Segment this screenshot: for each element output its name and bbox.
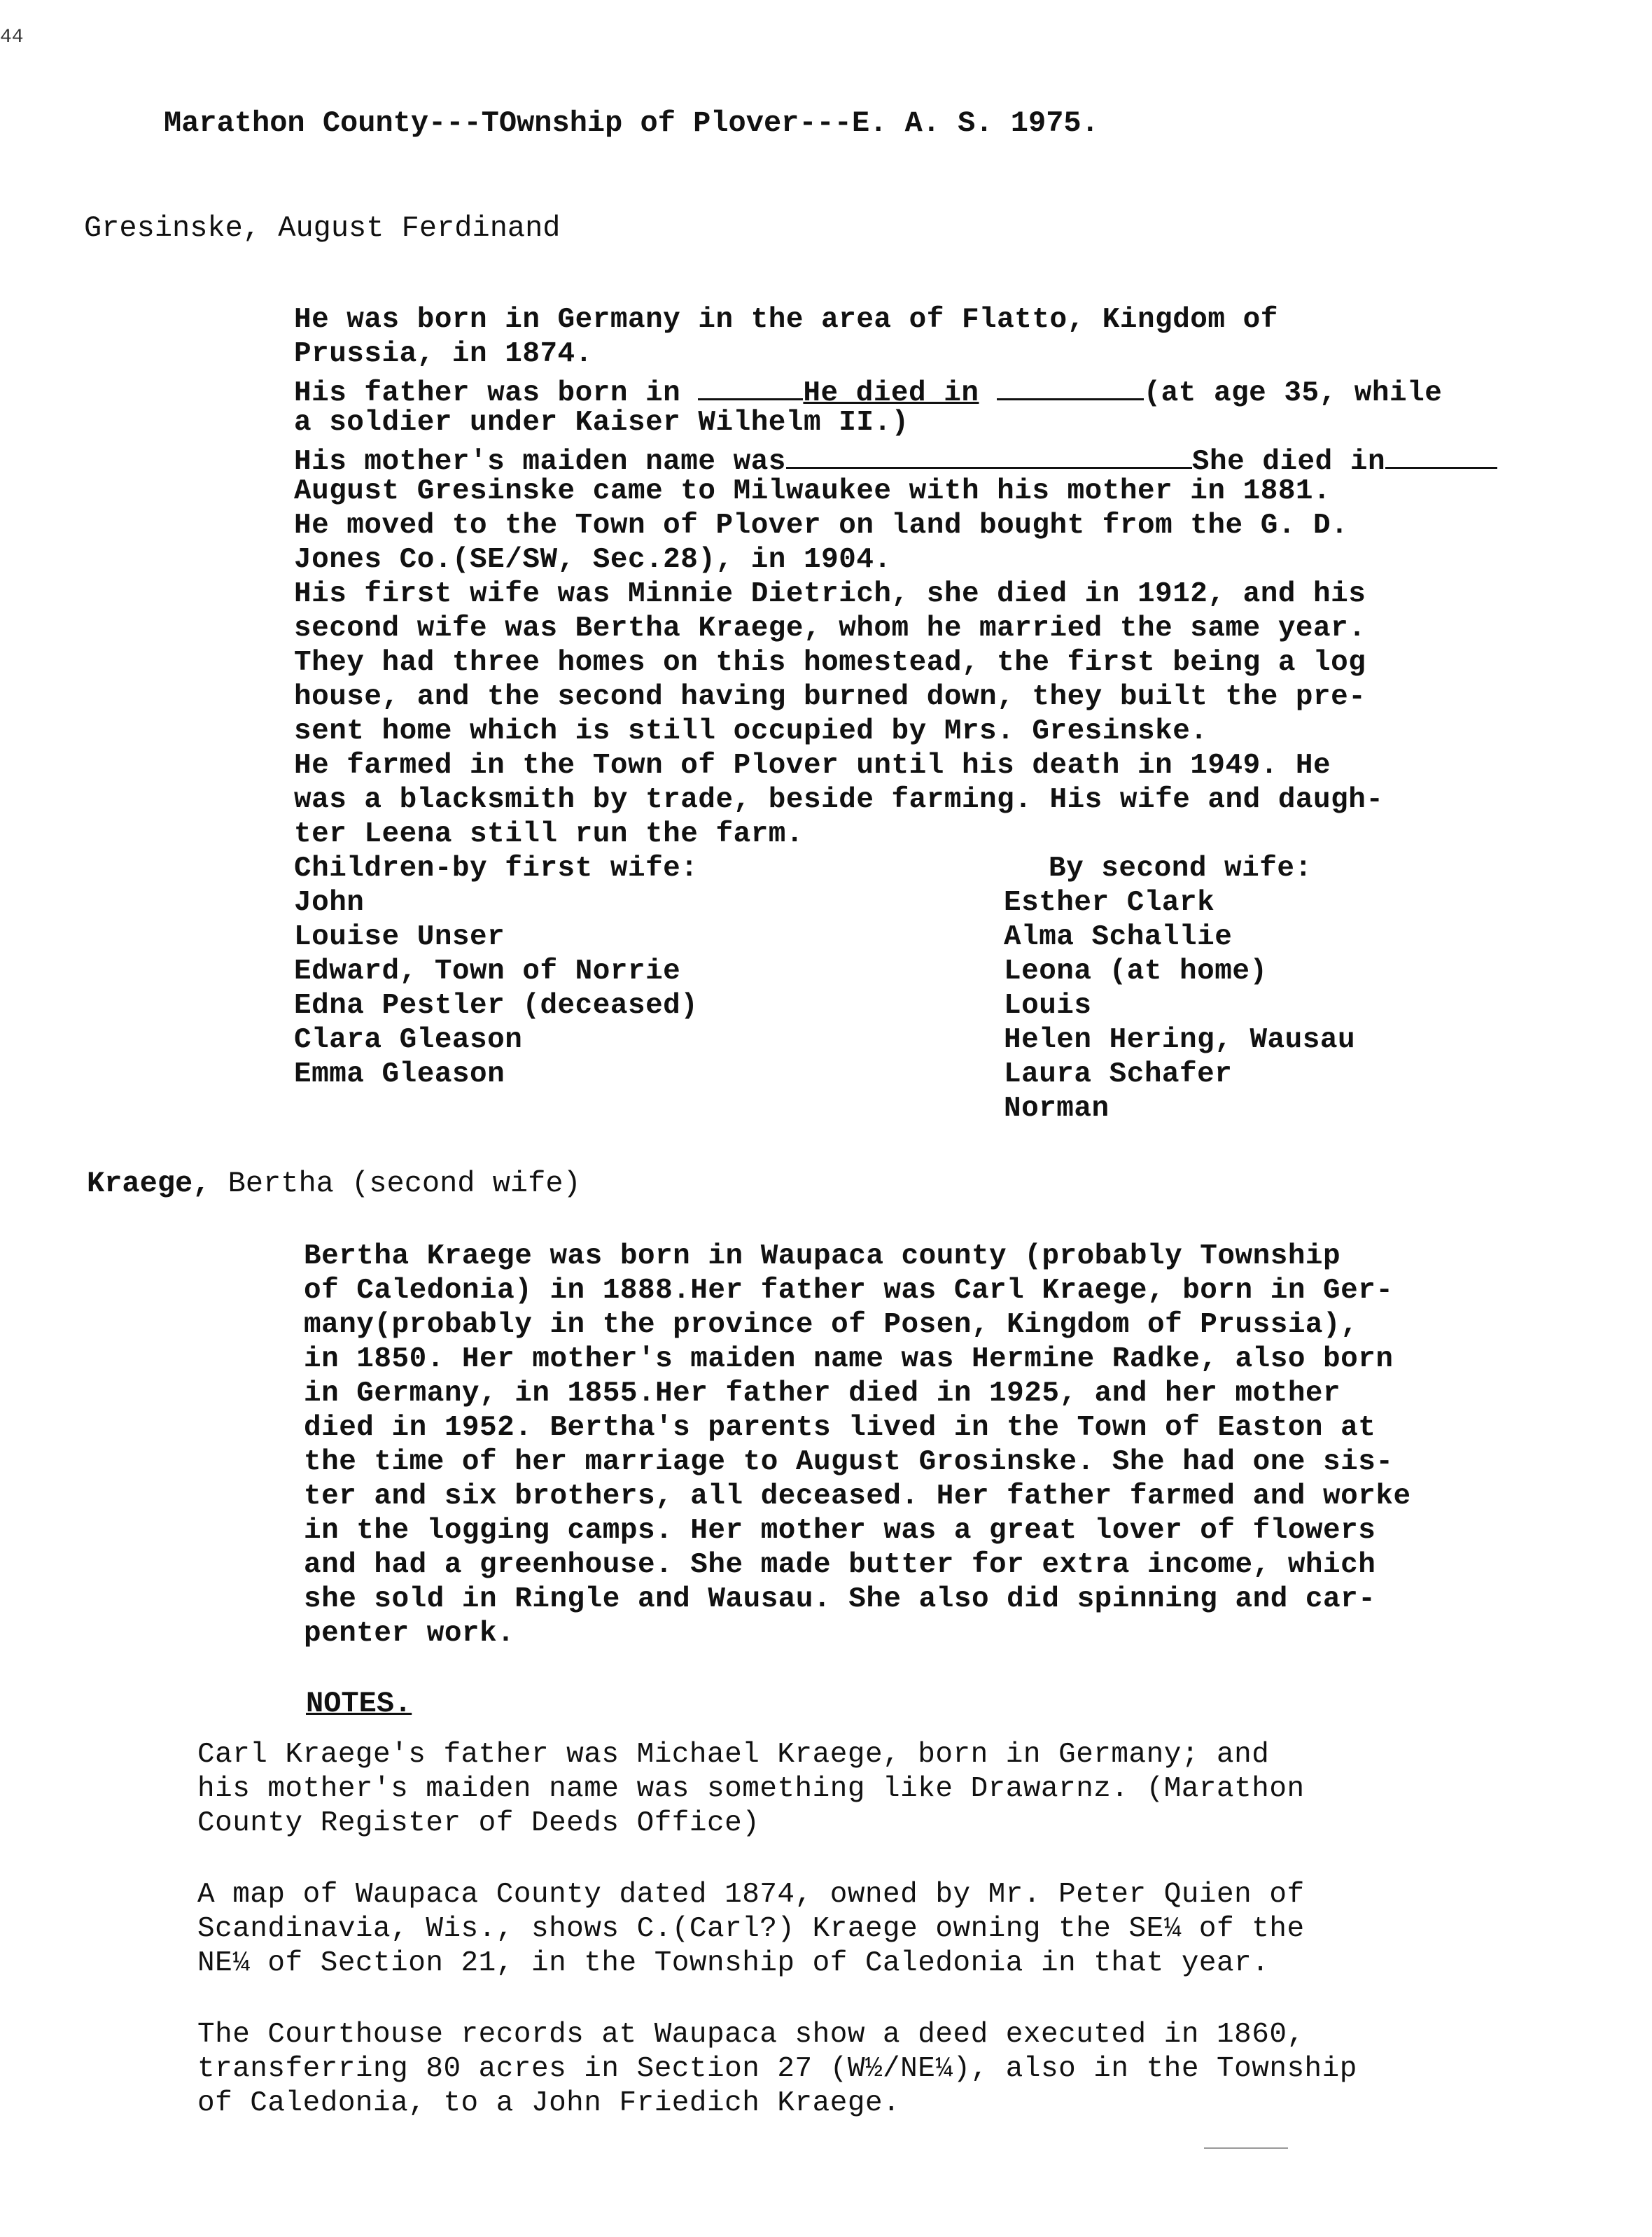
note-line: transferring 80 acres in Section 27 (W½/NE¼), also in the Township [197,2053,1357,2085]
note-line: NE¼ of Section 21, in the Township of Caledonia in that year. [197,1947,1270,1979]
kraege-body-line: in the logging camps. Her mother was a great lover of flowers [304,1515,1376,1547]
kraege-given: Bertha (second wife) [227,1167,581,1200]
kraege-body-line: of Caledonia) in 1888.Her father was Carl Kraege, born in Ger- [304,1275,1394,1307]
child-second-wife: Laura Schafer [1004,1058,1233,1091]
gresinske-line: Prussia, in 1874. [294,338,593,370]
child-first-wife: Edward, Town of Norrie [294,955,681,988]
father-died-label: He died in [803,377,979,409]
kraege-surname: Kraege, [87,1167,211,1200]
child-second-wife: Louis [1004,990,1092,1022]
note-line: of Caledonia, to a John Friedich Kraege. [197,2087,901,2119]
mother-died-label: She died in [1191,446,1386,478]
gresinske-body-line: He moved to the Town of Plover on land bought from the G. D. [294,510,1349,542]
gresinske-body-line: They had three homes on this homestead, the first being a log [294,647,1366,679]
kraege-body-line: many(probably in the province of Posen, Kingdom of Prussia), [304,1309,1359,1341]
child-first-wife: Emma Gleason [294,1058,505,1091]
children-second-heading: By second wife: [1049,853,1312,885]
kraege-body-line: she sold in Ringle and Wausau. She also did spinning and car- [304,1583,1376,1615]
kraege-body-line: Bertha Kraege was born in Waupaca county (probably Township [304,1240,1341,1272]
child-first-wife: Edna Pestler (deceased) [294,990,699,1022]
gresinske-body-line: sent home which is still occupied by Mrs. Gresinske. [294,715,1208,748]
gresinske-body-line: He farmed in the Town of Plover until his death in 1949. He [294,750,1331,782]
child-first-wife: Louise Unser [294,921,505,953]
kraege-body-line: in 1850. Her mother's maiden name was Hermine Radke, also born [304,1343,1394,1375]
father-deathplace-blank [997,372,1144,400]
kraege-body-line: in Germany, in 1855.Her father died in 1925, and her mother [304,1377,1341,1410]
mother-maiden-label: His mother's maiden name was [294,446,786,478]
gresinske-body-line: second wife was Bertha Kraege, whom he married the same year. [294,612,1366,645]
gresinske-body-line: house, and the second having burned down, they built the pre- [294,681,1366,713]
kraege-body-line: the time of her marriage to August Grosinske. She had one sis- [304,1446,1394,1478]
note-line: County Register of Deeds Office) [197,1807,760,1839]
kraege-body-line: ter and six brothers, all deceased. Her father farmed and worke [304,1480,1411,1513]
kraege-body-line: penter work. [304,1618,515,1650]
notes-title: NOTES. [306,1687,412,1720]
child-second-wife: Norman [1004,1093,1110,1125]
child-first-wife: John [294,887,365,919]
mother-death-blank [1385,440,1497,469]
note-line: his mother's maiden name was something like Drawarnz. (Marathon [197,1773,1305,1805]
child-second-wife: Esther Clark [1004,887,1215,919]
father-born-label: His father was born in [294,377,681,409]
page-mark: 44 [0,27,24,48]
note-line: Carl Kraege's father was Michael Kraege, born in Germany; and [197,1739,1270,1771]
note-line: A map of Waupaca County dated 1874, owned by Mr. Peter Quien of [197,1879,1305,1911]
stray-mark [1204,2147,1288,2149]
father-line [294,372,1442,411]
mother-maiden-blank [786,440,1192,469]
gresinske-body-line: ter Leena still run the farm. [294,818,804,850]
child-first-wife: Clara Gleason [294,1024,523,1056]
page-title: Marathon County---TOwnship of Plover---E. A. S. 1975. [164,106,1099,140]
gresinske-body-line: Jones Co.(SE/SW, Sec.28), in 1904. [294,544,892,576]
note-line: The Courthouse records at Waupaca show a deed executed in 1860, [197,2019,1305,2051]
gresinske-line: He was born in Germany in the area of Flatto, Kingdom of [294,304,1278,336]
children-first-heading: Children-by first wife: [294,853,699,885]
kraege-body-line: and had a greenhouse. She made butter for extra income, which [304,1549,1376,1581]
father-birthplace-blank [698,372,803,400]
note-line: Scandinavia, Wis., shows C.(Carl?) Kraege owning the SE¼ of the [197,1913,1305,1945]
gresinske-body-line: August Gresinske came to Milwaukee with his mother in 1881. [294,475,1331,507]
child-second-wife: Leona (at home) [1004,955,1268,988]
child-second-wife: Helen Hering, Wausau [1004,1024,1356,1056]
father-age-note: (at age 35, while [1143,377,1443,409]
kraege-body-line: died in 1952. Bertha's parents lived in the Town of Easton at [304,1412,1376,1444]
mother-line [294,440,1497,479]
gresinske-body-line: His first wife was Minnie Dietrich, she died in 1912, and his [294,578,1366,610]
entry-heading-gresinske: Gresinske, August Ferdinand [84,211,561,245]
father-line-2: a soldier under Kaiser Wilhelm II.) [294,407,909,439]
entry-heading-kraege [87,1167,581,1200]
child-second-wife: Alma Schallie [1004,921,1233,953]
gresinske-body-line: was a blacksmith by trade, beside farming. His wife and daugh- [294,784,1384,816]
